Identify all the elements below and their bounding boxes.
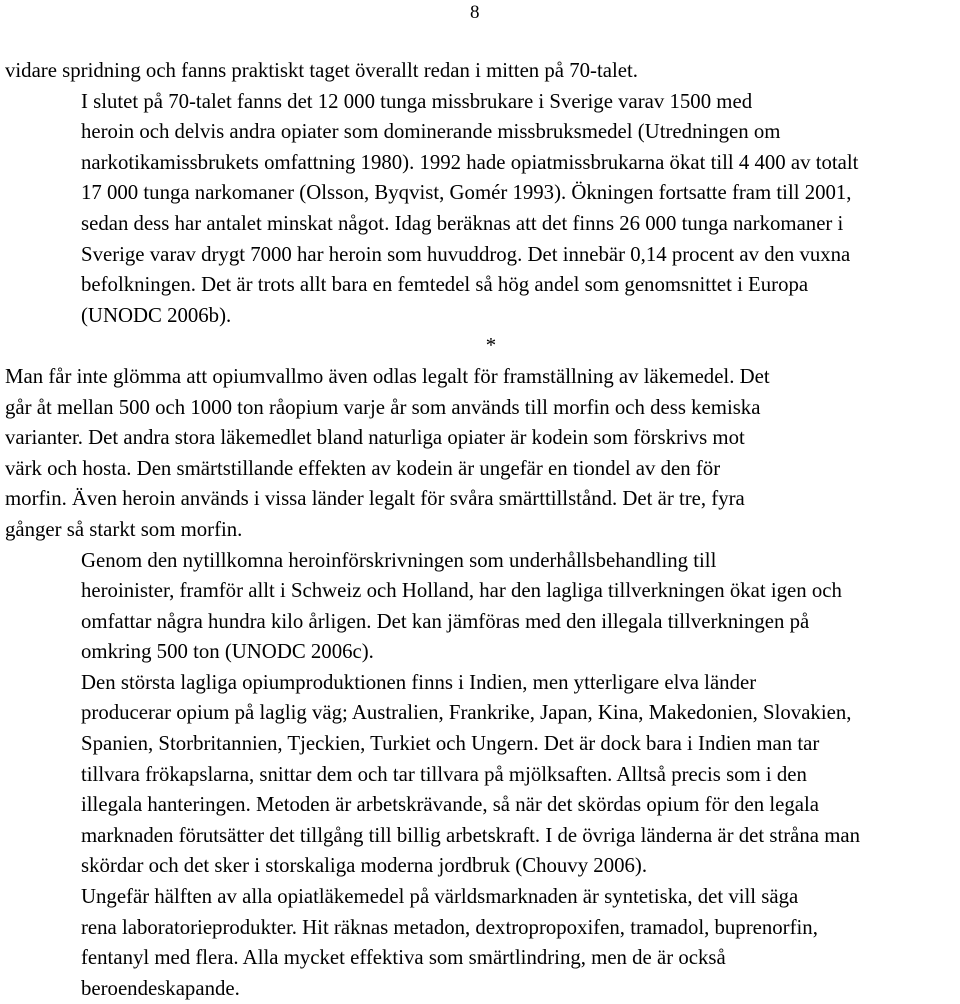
document-body — [5, 56, 957, 1004]
text-line: går åt mellan 500 och 1000 ton råopium varje år som används till morfin och dess kemiska — [5, 395, 761, 419]
text-line: Sverige varav drygt 7000 har heroin som huvuddrog. Det innebär 0,14 procent av den vuxna — [81, 242, 851, 266]
text-line: Spanien, Storbritannien, Tjeckien, Turkiet och Ungern. Det är dock bara i Indien man tar — [81, 732, 820, 756]
paragraph-p6 — [5, 882, 957, 1004]
paragraph-p3 — [5, 362, 957, 546]
paragraph-p4 — [5, 546, 957, 668]
section-separator — [5, 331, 957, 362]
text-line: marknaden förutsätter det tillgång till billig arbetskraft. I de övriga länderna är det stråna man — [81, 823, 861, 847]
text-line: varianter. Det andra stora läkemedlet bland naturliga opiater är kodein som förskrivs mot — [5, 426, 745, 450]
text-line: heroinister, framför allt i Schweiz och Holland, har den lagliga tillverkningen ökat igen och — [81, 579, 842, 603]
text-line: Ungefär hälften av alla opiatläkemedel på världsmarknaden är syntetiska, det vill säga — [81, 885, 799, 909]
text-line: omkring 500 ton (UNODC 2006c). — [81, 640, 374, 664]
text-line: fentanyl med flera. Alla mycket effektiva som smärtlindring, men de är också — [81, 946, 726, 970]
text-line: omfattar några hundra kilo årligen. Det kan jämföras med den illegala tillverkningen på — [81, 609, 810, 633]
text-line: illegala hanteringen. Metoden är arbetskrävande, så när det skördas opium för den legala — [81, 793, 820, 817]
paragraph-p5 — [5, 668, 957, 882]
page-number: 8 — [470, 2, 480, 23]
text-line: 17 000 tunga narkomaner (Olsson, Byqvist, Gomér 1993). Ökningen fortsatte fram till 2001, — [81, 181, 852, 205]
text-line: vidare spridning och fanns praktiskt taget överallt redan i mitten på 70-talet. — [5, 59, 638, 82]
text-line: gånger så starkt som morfin. — [5, 517, 243, 541]
text-line: beroendeskapande. — [81, 976, 240, 1000]
text-line: skördar och det sker i storskaliga moderna jordbruk (Chouvy 2006). — [81, 854, 648, 878]
separator-asterisk: * — [485, 334, 497, 358]
text-line: morfin. Även heroin används i vissa länder legalt för svåra smärttillstånd. Det är tre, fyra — [5, 487, 745, 511]
text-line: (UNODC 2006b). — [81, 303, 232, 327]
text-line: rena laboratorieprodukter. Hit räknas metadon, dextropropoxifen, tramadol, buprenorfin, — [81, 915, 818, 939]
text-line: Genom den nytillkomna heroinförskrivningen som underhållsbehandling till — [81, 548, 717, 572]
paragraph-p2 — [5, 87, 957, 332]
paragraph-p1 — [5, 56, 957, 87]
text-line: narkotikamissbrukets omfattning 1980). 1992 hade opiatmissbrukarna ökat till 4 400 av totalt — [81, 150, 859, 174]
text-line: sedan dess har antalet minskat något. Idag beräknas att det finns 26 000 tunga narkomaner i — [81, 211, 844, 235]
text-line: producerar opium på laglig väg; Australien, Frankrike, Japan, Kina, Makedonien, Slovakien, — [81, 701, 852, 725]
text-line: Man får inte glömma att opiumvallmo även odlas legalt för framställning av läkemedel. Det — [5, 364, 770, 388]
text-line: Den största lagliga opiumproduktionen finns i Indien, men ytterligare elva länder — [81, 670, 757, 694]
text-line: värk och hosta. Den smärtstillande effekten av kodein är ungefär en tiondel av den för — [5, 456, 721, 480]
text-line: I slutet på 70-talet fanns det 12 000 tunga missbrukare i Sverige varav 1500 med — [81, 89, 753, 113]
text-line: tillvara frökapslarna, snittar dem och tar tillvara på mjölksaften. Alltså precis som i den — [81, 762, 807, 786]
text-line: heroin och delvis andra opiater som dominerande missbruksmedel (Utredningen om — [81, 120, 781, 144]
text-line: befolkningen. Det är trots allt bara en femtedel så hög andel som genomsnittet i Europa — [81, 273, 809, 297]
